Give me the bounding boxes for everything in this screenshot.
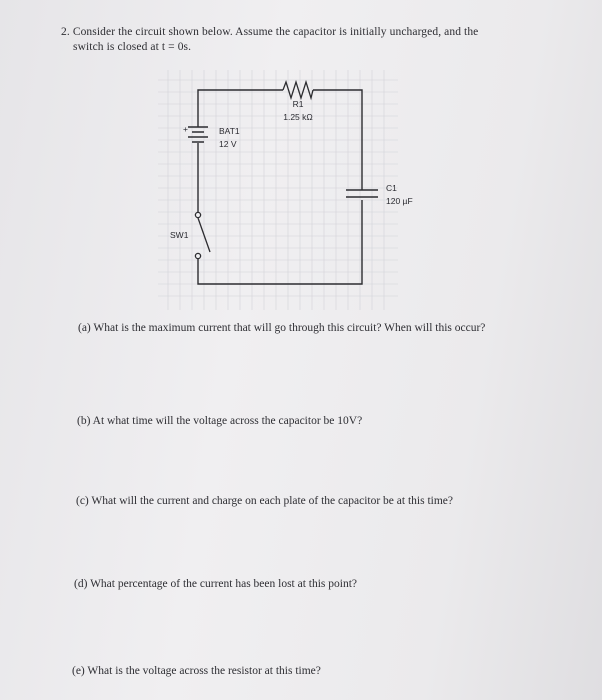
switch-name-label: SW1: [170, 230, 189, 240]
problem-line-1: [61, 25, 561, 40]
question-part-c: (c) What will the current and charge on each plate of the capacitor be at this time?: [76, 495, 453, 507]
capacitor-value-label: 120 µF: [386, 196, 413, 206]
capacitor-name-label: C1: [386, 183, 397, 193]
problem-intro-1: Consider the circuit shown below. Assume the capacitor is initially uncharged, and the: [72, 26, 479, 38]
question-part-d: (d) What percentage of the current has been lost at this point?: [74, 578, 358, 590]
capacitor-symbol: [346, 190, 378, 197]
switch-symbol: [195, 212, 210, 258]
question-part-a: (a) What is the maximum current that will go through this circuit? When will this occur?: [78, 322, 486, 334]
question-part-b: (b) At what time will the voltage across the capacitor be 10V?: [77, 415, 363, 427]
battery-name-label: BAT1: [219, 126, 240, 136]
resistor-name-label: R1: [292, 99, 304, 109]
problem-statement: [61, 25, 561, 55]
problem-number: 2.: [61, 26, 70, 38]
circuit-diagram: [158, 70, 413, 310]
circuit-wires: [198, 90, 362, 284]
resistor-value-label: 1.25 kΩ: [283, 112, 313, 122]
battery-plus-label: +: [183, 124, 188, 134]
question-part-e: (e) What is the voltage across the resistor at this time?: [72, 665, 321, 677]
battery-value-label: 12 V: [219, 139, 237, 149]
problem-line-2: switch is closed at t = 0s.: [73, 41, 192, 53]
resistor-symbol: [283, 82, 313, 98]
